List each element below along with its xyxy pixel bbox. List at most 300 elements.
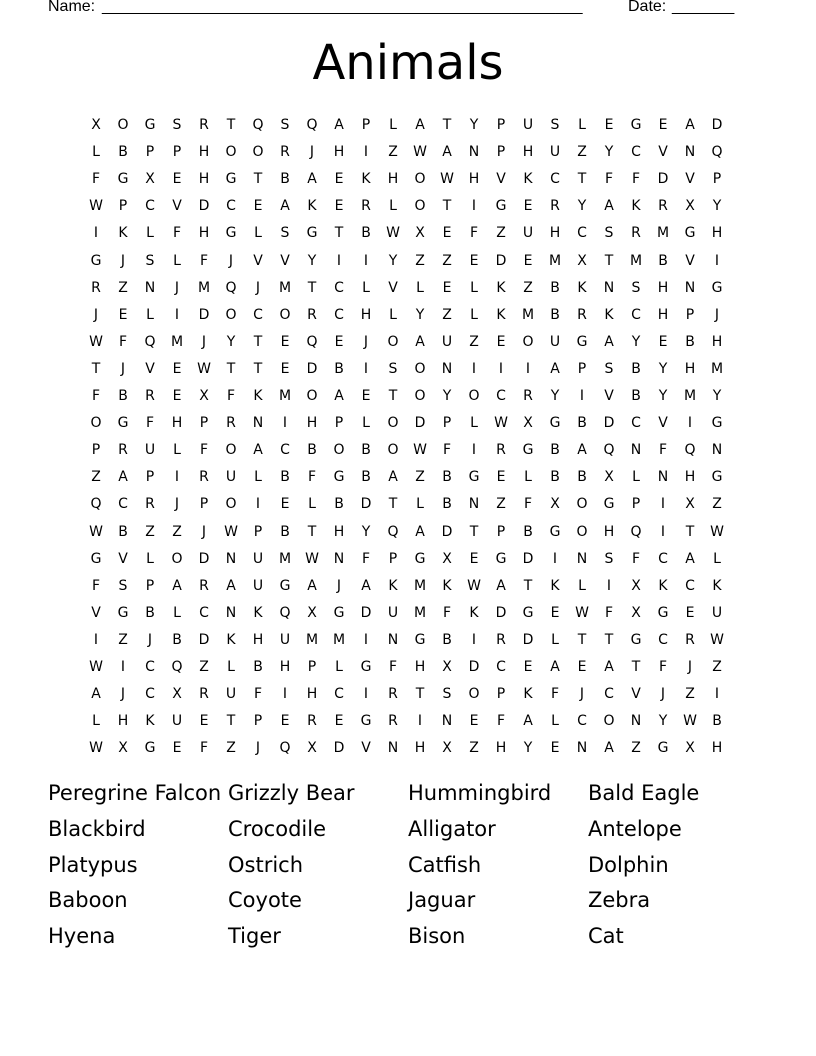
grid-letter[interactable]: F <box>388 659 398 675</box>
grid-letter[interactable]: W <box>89 659 103 675</box>
grid-letter[interactable]: Y <box>658 388 668 404</box>
grid-letter[interactable]: Z <box>712 496 722 513</box>
grid-letter[interactable]: L <box>308 496 316 513</box>
grid-letter[interactable]: Z <box>388 144 398 161</box>
grid-letter[interactable]: Z <box>145 523 155 540</box>
grid-letter[interactable]: G <box>549 523 561 540</box>
grid-letter[interactable]: L <box>254 469 262 486</box>
grid-letter[interactable]: G <box>657 604 669 621</box>
grid-letter[interactable]: P <box>118 198 128 215</box>
grid-letter[interactable]: N <box>684 144 696 161</box>
grid-letter[interactable]: V <box>172 198 182 215</box>
grid-letter[interactable]: G <box>225 225 237 242</box>
grid-letter[interactable]: O <box>414 360 426 377</box>
grid-letter[interactable]: G <box>495 550 507 567</box>
grid-letter[interactable]: L <box>254 225 262 242</box>
grid-letter[interactable]: O <box>225 306 237 323</box>
grid-letter[interactable]: Q <box>684 442 696 459</box>
grid-letter[interactable]: W <box>683 713 697 730</box>
grid-letter[interactable]: A <box>253 442 263 459</box>
grid-letter[interactable]: H <box>711 740 723 757</box>
grid-letter[interactable]: F <box>91 577 101 594</box>
grid-letter[interactable]: C <box>496 388 506 404</box>
grid-letter[interactable]: X <box>172 686 182 703</box>
grid-letter[interactable]: E <box>172 171 182 188</box>
grid-letter[interactable]: A <box>604 198 614 215</box>
grid-letter[interactable]: I <box>471 442 477 459</box>
grid-letter[interactable]: Y <box>577 198 587 215</box>
grid-letter[interactable]: J <box>255 279 261 296</box>
grid-letter[interactable]: Z <box>442 252 452 269</box>
grid-letter[interactable]: V <box>496 171 506 188</box>
grid-letter[interactable]: M <box>170 333 184 350</box>
grid-letter[interactable]: F <box>604 604 614 621</box>
grid-letter[interactable]: C <box>631 306 641 323</box>
grid-letter[interactable]: K <box>604 306 614 323</box>
grid-letter[interactable]: N <box>657 469 669 486</box>
grid-letter[interactable]: O <box>414 198 426 215</box>
grid-letter[interactable]: U <box>711 604 723 621</box>
grid-letter[interactable]: T <box>307 523 317 540</box>
grid-letter[interactable]: U <box>252 577 264 594</box>
grid-letter[interactable]: H <box>684 469 696 486</box>
grid-letter[interactable]: L <box>335 659 343 675</box>
grid-letter[interactable]: M <box>629 252 643 269</box>
grid-letter[interactable]: L <box>92 713 100 730</box>
grid-letter[interactable]: F <box>442 604 452 621</box>
grid-letter[interactable]: T <box>226 117 236 133</box>
grid-letter[interactable]: J <box>120 360 126 377</box>
grid-letter[interactable]: A <box>118 469 128 486</box>
grid-letter[interactable]: J <box>255 740 261 757</box>
grid-letter[interactable]: F <box>307 469 317 486</box>
grid-letter[interactable]: N <box>630 713 642 730</box>
grid-letter[interactable]: P <box>496 144 506 161</box>
grid-letter[interactable]: H <box>495 740 507 757</box>
grid-letter[interactable]: G <box>657 740 669 757</box>
grid-letter[interactable]: S <box>604 225 614 242</box>
grid-letter[interactable]: P <box>685 306 695 323</box>
grid-letter[interactable]: G <box>117 171 129 188</box>
grid-letter[interactable]: O <box>576 496 588 513</box>
grid-letter[interactable]: C <box>658 550 668 567</box>
grid-letter[interactable]: B <box>442 496 452 513</box>
grid-letter[interactable]: E <box>172 360 182 377</box>
grid-letter[interactable]: D <box>495 252 507 269</box>
grid-letter[interactable]: V <box>145 360 155 377</box>
grid-letter[interactable]: E <box>469 713 479 730</box>
grid-letter[interactable]: B <box>361 442 371 459</box>
grid-letter[interactable]: O <box>387 442 399 459</box>
grid-letter[interactable]: K <box>469 604 479 621</box>
grid-letter[interactable]: P <box>172 144 182 161</box>
grid-letter[interactable]: A <box>415 117 425 133</box>
grid-letter[interactable]: I <box>417 713 423 730</box>
grid-letter[interactable]: X <box>442 740 452 757</box>
grid-letter[interactable]: L <box>362 279 370 296</box>
grid-letter[interactable]: B <box>280 469 290 486</box>
grid-letter[interactable]: B <box>334 496 344 513</box>
grid-letter[interactable]: P <box>442 415 452 432</box>
grid-letter[interactable]: P <box>631 496 641 513</box>
grid-letter[interactable]: E <box>361 388 371 404</box>
grid-letter[interactable]: N <box>441 360 453 377</box>
grid-letter[interactable]: C <box>253 306 263 323</box>
grid-letter[interactable]: X <box>307 604 317 621</box>
grid-letter[interactable]: I <box>363 360 369 377</box>
grid-letter[interactable]: O <box>225 144 237 161</box>
grid-letter[interactable]: B <box>577 415 587 432</box>
grid-letter[interactable]: C <box>496 659 506 675</box>
grid-letter[interactable]: F <box>172 225 182 242</box>
grid-letter[interactable]: P <box>199 415 209 432</box>
grid-letter[interactable]: E <box>280 360 290 377</box>
grid-letter[interactable]: J <box>336 577 342 594</box>
name-blank-line[interactable]: ______________________________________________________ <box>102 0 583 15</box>
grid-letter[interactable]: J <box>228 252 234 269</box>
grid-letter[interactable]: G <box>603 496 615 513</box>
grid-letter[interactable]: I <box>606 577 612 594</box>
grid-letter[interactable]: H <box>468 171 480 188</box>
grid-letter[interactable]: U <box>441 333 453 350</box>
grid-letter[interactable]: I <box>93 225 99 242</box>
grid-letter[interactable]: H <box>522 144 534 161</box>
grid-letter[interactable]: Y <box>415 306 425 323</box>
grid-letter[interactable]: G <box>549 415 561 432</box>
grid-letter[interactable]: Q <box>306 117 318 133</box>
grid-letter[interactable]: C <box>334 686 344 703</box>
grid-letter[interactable]: X <box>685 740 695 757</box>
grid-letter[interactable]: R <box>307 306 317 323</box>
grid-letter[interactable]: U <box>225 686 237 703</box>
grid-letter[interactable]: U <box>522 117 534 133</box>
grid-letter[interactable]: I <box>174 306 180 323</box>
grid-letter[interactable]: C <box>280 442 290 459</box>
grid-letter[interactable]: K <box>442 577 452 594</box>
grid-letter[interactable]: Q <box>387 523 399 540</box>
grid-letter[interactable]: L <box>389 306 397 323</box>
grid-letter[interactable]: B <box>172 631 182 648</box>
grid-letter[interactable]: M <box>332 631 346 648</box>
grid-letter[interactable]: V <box>631 686 641 703</box>
grid-letter[interactable]: Z <box>91 469 101 486</box>
grid-letter[interactable]: D <box>603 415 615 432</box>
grid-letter[interactable]: V <box>118 550 128 567</box>
grid-letter[interactable]: C <box>631 415 641 432</box>
grid-letter[interactable]: O <box>414 171 426 188</box>
grid-letter[interactable]: B <box>118 523 128 540</box>
grid-letter[interactable]: O <box>279 306 291 323</box>
grid-letter[interactable]: T <box>577 631 587 648</box>
grid-letter[interactable]: W <box>89 198 103 215</box>
grid-letter[interactable]: B <box>631 388 641 404</box>
grid-letter[interactable]: G <box>495 198 507 215</box>
grid-letter[interactable]: B <box>658 252 668 269</box>
grid-letter[interactable]: T <box>604 252 614 269</box>
grid-letter[interactable]: T <box>226 713 236 730</box>
grid-letter[interactable]: X <box>442 550 452 567</box>
grid-letter[interactable]: I <box>660 496 666 513</box>
grid-letter[interactable]: G <box>144 740 156 757</box>
grid-letter[interactable]: V <box>658 144 668 161</box>
grid-letter[interactable]: H <box>684 360 696 377</box>
grid-letter[interactable]: B <box>118 388 128 404</box>
grid-letter[interactable]: F <box>199 252 209 269</box>
grid-letter[interactable]: B <box>577 469 587 486</box>
grid-letter[interactable]: I <box>471 360 477 377</box>
grid-letter[interactable]: G <box>468 469 480 486</box>
grid-letter[interactable]: Y <box>550 388 560 404</box>
grid-letter[interactable]: K <box>307 198 317 215</box>
grid-letter[interactable]: E <box>199 713 209 730</box>
grid-letter[interactable]: Y <box>361 523 371 540</box>
grid-letter[interactable]: L <box>470 306 478 323</box>
grid-letter[interactable]: X <box>631 577 641 594</box>
grid-letter[interactable]: J <box>147 631 153 648</box>
grid-letter[interactable]: A <box>388 469 398 486</box>
grid-letter[interactable]: F <box>631 550 641 567</box>
grid-letter[interactable]: P <box>145 577 155 594</box>
grid-letter[interactable]: P <box>334 415 344 432</box>
grid-letter[interactable]: W <box>494 415 508 432</box>
grid-letter[interactable]: V <box>280 252 290 269</box>
grid-letter[interactable]: X <box>442 659 452 675</box>
grid-letter[interactable]: A <box>415 333 425 350</box>
grid-letter[interactable]: X <box>577 252 587 269</box>
grid-letter[interactable]: Z <box>226 740 236 757</box>
grid-letter[interactable]: L <box>416 279 424 296</box>
grid-letter[interactable]: O <box>117 117 129 133</box>
grid-letter[interactable]: T <box>685 523 695 540</box>
grid-letter[interactable]: H <box>711 333 723 350</box>
grid-letter[interactable]: H <box>414 740 426 757</box>
grid-letter[interactable]: S <box>118 577 128 594</box>
grid-letter[interactable]: O <box>414 388 426 404</box>
grid-letter[interactable]: P <box>253 713 263 730</box>
grid-letter[interactable]: J <box>660 686 666 703</box>
grid-letter[interactable]: I <box>363 252 369 269</box>
grid-letter[interactable]: N <box>225 604 237 621</box>
grid-letter[interactable]: B <box>334 360 344 377</box>
grid-letter[interactable]: J <box>120 252 126 269</box>
grid-letter[interactable]: N <box>711 442 723 459</box>
grid-letter[interactable]: C <box>631 144 641 161</box>
grid-letter[interactable]: I <box>525 360 531 377</box>
grid-letter[interactable]: N <box>441 713 453 730</box>
grid-letter[interactable]: D <box>522 631 534 648</box>
grid-letter[interactable]: B <box>550 469 560 486</box>
grid-letter[interactable]: I <box>714 686 720 703</box>
grid-letter[interactable]: A <box>307 171 317 188</box>
grid-letter[interactable]: O <box>171 550 183 567</box>
grid-letter[interactable]: E <box>523 252 533 269</box>
grid-letter[interactable]: T <box>442 117 452 133</box>
grid-letter[interactable]: M <box>413 577 427 594</box>
grid-letter[interactable]: A <box>604 659 614 675</box>
grid-letter[interactable]: K <box>118 225 128 242</box>
grid-letter[interactable]: B <box>523 523 533 540</box>
grid-letter[interactable]: T <box>307 279 317 296</box>
grid-letter[interactable]: A <box>172 577 182 594</box>
grid-letter[interactable]: Q <box>144 333 156 350</box>
grid-letter[interactable]: N <box>576 550 588 567</box>
grid-letter[interactable]: R <box>199 117 209 133</box>
grid-letter[interactable]: W <box>710 523 724 540</box>
grid-letter[interactable]: G <box>144 117 156 133</box>
grid-letter[interactable]: A <box>685 117 695 133</box>
grid-letter[interactable]: L <box>173 252 181 269</box>
grid-letter[interactable]: Q <box>603 442 615 459</box>
grid-letter[interactable]: K <box>496 306 506 323</box>
grid-letter[interactable]: H <box>171 415 183 432</box>
grid-letter[interactable]: E <box>280 713 290 730</box>
grid-letter[interactable]: Z <box>415 252 425 269</box>
grid-letter[interactable]: Z <box>118 631 128 648</box>
grid-letter[interactable]: O <box>522 333 534 350</box>
grid-letter[interactable]: N <box>576 740 588 757</box>
grid-letter[interactable]: A <box>226 577 236 594</box>
grid-letter[interactable]: D <box>198 198 210 215</box>
grid-letter[interactable]: C <box>226 198 236 215</box>
grid-letter[interactable]: I <box>93 631 99 648</box>
grid-letter[interactable]: P <box>91 442 101 459</box>
grid-letter[interactable]: H <box>306 686 318 703</box>
grid-letter[interactable]: F <box>199 442 209 459</box>
grid-letter[interactable]: M <box>278 388 292 404</box>
grid-letter[interactable]: U <box>252 550 264 567</box>
grid-letter[interactable]: Y <box>712 388 722 404</box>
grid-letter[interactable]: H <box>198 144 210 161</box>
grid-letter[interactable]: H <box>117 713 129 730</box>
grid-letter[interactable]: V <box>604 388 614 404</box>
grid-letter[interactable]: M <box>656 225 670 242</box>
grid-letter[interactable]: S <box>280 225 290 242</box>
grid-letter[interactable]: C <box>658 631 668 648</box>
grid-letter[interactable]: L <box>389 198 397 215</box>
grid-letter[interactable]: L <box>578 117 586 133</box>
grid-letter[interactable]: D <box>495 604 507 621</box>
grid-letter[interactable]: O <box>225 496 237 513</box>
grid-letter[interactable]: Z <box>469 333 479 350</box>
grid-letter[interactable]: F <box>442 442 452 459</box>
grid-letter[interactable]: O <box>576 523 588 540</box>
grid-letter[interactable]: B <box>361 225 371 242</box>
grid-letter[interactable]: R <box>496 442 506 459</box>
grid-letter[interactable]: X <box>415 225 425 242</box>
grid-letter[interactable]: B <box>712 713 722 730</box>
grid-letter[interactable]: Z <box>712 659 722 675</box>
grid-letter[interactable]: L <box>470 415 478 432</box>
grid-letter[interactable]: M <box>521 306 535 323</box>
grid-letter[interactable]: V <box>658 415 668 432</box>
grid-letter[interactable]: P <box>496 117 506 133</box>
grid-letter[interactable]: R <box>145 388 155 404</box>
grid-letter[interactable]: L <box>362 415 370 432</box>
grid-letter[interactable]: D <box>360 604 372 621</box>
grid-letter[interactable]: T <box>253 171 263 188</box>
grid-letter[interactable]: J <box>363 333 369 350</box>
grid-letter[interactable]: K <box>712 577 722 594</box>
grid-letter[interactable]: L <box>578 577 586 594</box>
grid-letter[interactable]: C <box>145 686 155 703</box>
grid-letter[interactable]: L <box>389 117 397 133</box>
grid-letter[interactable]: L <box>173 442 181 459</box>
grid-letter[interactable]: M <box>278 279 292 296</box>
grid-letter[interactable]: P <box>496 686 506 703</box>
grid-letter[interactable]: T <box>442 198 452 215</box>
grid-letter[interactable]: V <box>685 171 695 188</box>
grid-letter[interactable]: I <box>174 469 180 486</box>
grid-letter[interactable]: A <box>334 117 344 133</box>
grid-letter[interactable]: N <box>144 279 156 296</box>
grid-letter[interactable]: E <box>118 306 128 323</box>
grid-letter[interactable]: Z <box>631 740 641 757</box>
grid-letter[interactable]: H <box>387 171 399 188</box>
grid-letter[interactable]: A <box>496 577 506 594</box>
grid-letter[interactable]: G <box>117 604 129 621</box>
grid-letter[interactable]: A <box>550 360 560 377</box>
grid-letter[interactable]: D <box>711 117 723 133</box>
grid-letter[interactable]: T <box>91 360 101 377</box>
grid-letter[interactable]: Y <box>658 360 668 377</box>
grid-letter[interactable]: R <box>685 631 695 648</box>
grid-letter[interactable]: Y <box>442 388 452 404</box>
grid-letter[interactable]: B <box>685 333 695 350</box>
grid-letter[interactable]: M <box>197 279 211 296</box>
grid-letter[interactable]: I <box>120 659 126 675</box>
grid-letter[interactable]: Q <box>279 604 291 621</box>
grid-letter[interactable]: U <box>549 333 561 350</box>
grid-letter[interactable]: G <box>360 713 372 730</box>
grid-letter[interactable]: U <box>522 225 534 242</box>
grid-letter[interactable]: R <box>550 198 560 215</box>
grid-letter[interactable]: O <box>90 415 102 432</box>
grid-letter[interactable]: N <box>333 550 345 567</box>
grid-letter[interactable]: J <box>201 523 207 540</box>
grid-letter[interactable]: R <box>307 713 317 730</box>
grid-letter[interactable]: C <box>145 659 155 675</box>
grid-letter[interactable]: T <box>523 577 533 594</box>
grid-letter[interactable]: C <box>577 225 587 242</box>
grid-letter[interactable]: W <box>197 360 211 377</box>
grid-letter[interactable]: E <box>496 333 506 350</box>
grid-letter[interactable]: R <box>577 306 587 323</box>
grid-letter[interactable]: O <box>333 442 345 459</box>
grid-letter[interactable]: S <box>442 686 452 703</box>
grid-letter[interactable]: N <box>603 279 615 296</box>
grid-letter[interactable]: A <box>550 659 560 675</box>
grid-letter[interactable]: U <box>225 469 237 486</box>
grid-letter[interactable]: T <box>388 496 398 513</box>
grid-letter[interactable]: X <box>685 198 695 215</box>
grid-letter[interactable]: W <box>224 523 238 540</box>
grid-letter[interactable]: X <box>631 604 641 621</box>
grid-letter[interactable]: I <box>255 496 261 513</box>
grid-letter[interactable]: V <box>388 279 398 296</box>
grid-letter[interactable]: T <box>253 360 263 377</box>
grid-letter[interactable]: N <box>252 415 264 432</box>
grid-letter[interactable]: R <box>523 388 533 404</box>
grid-letter[interactable]: T <box>604 631 614 648</box>
grid-letter[interactable]: F <box>199 740 209 757</box>
grid-letter[interactable]: I <box>336 252 342 269</box>
grid-letter[interactable]: L <box>173 604 181 621</box>
grid-letter[interactable]: Y <box>631 333 641 350</box>
grid-letter[interactable]: N <box>630 442 642 459</box>
grid-letter[interactable]: M <box>548 252 562 269</box>
grid-letter[interactable]: E <box>334 333 344 350</box>
grid-letter[interactable]: M <box>683 388 697 404</box>
